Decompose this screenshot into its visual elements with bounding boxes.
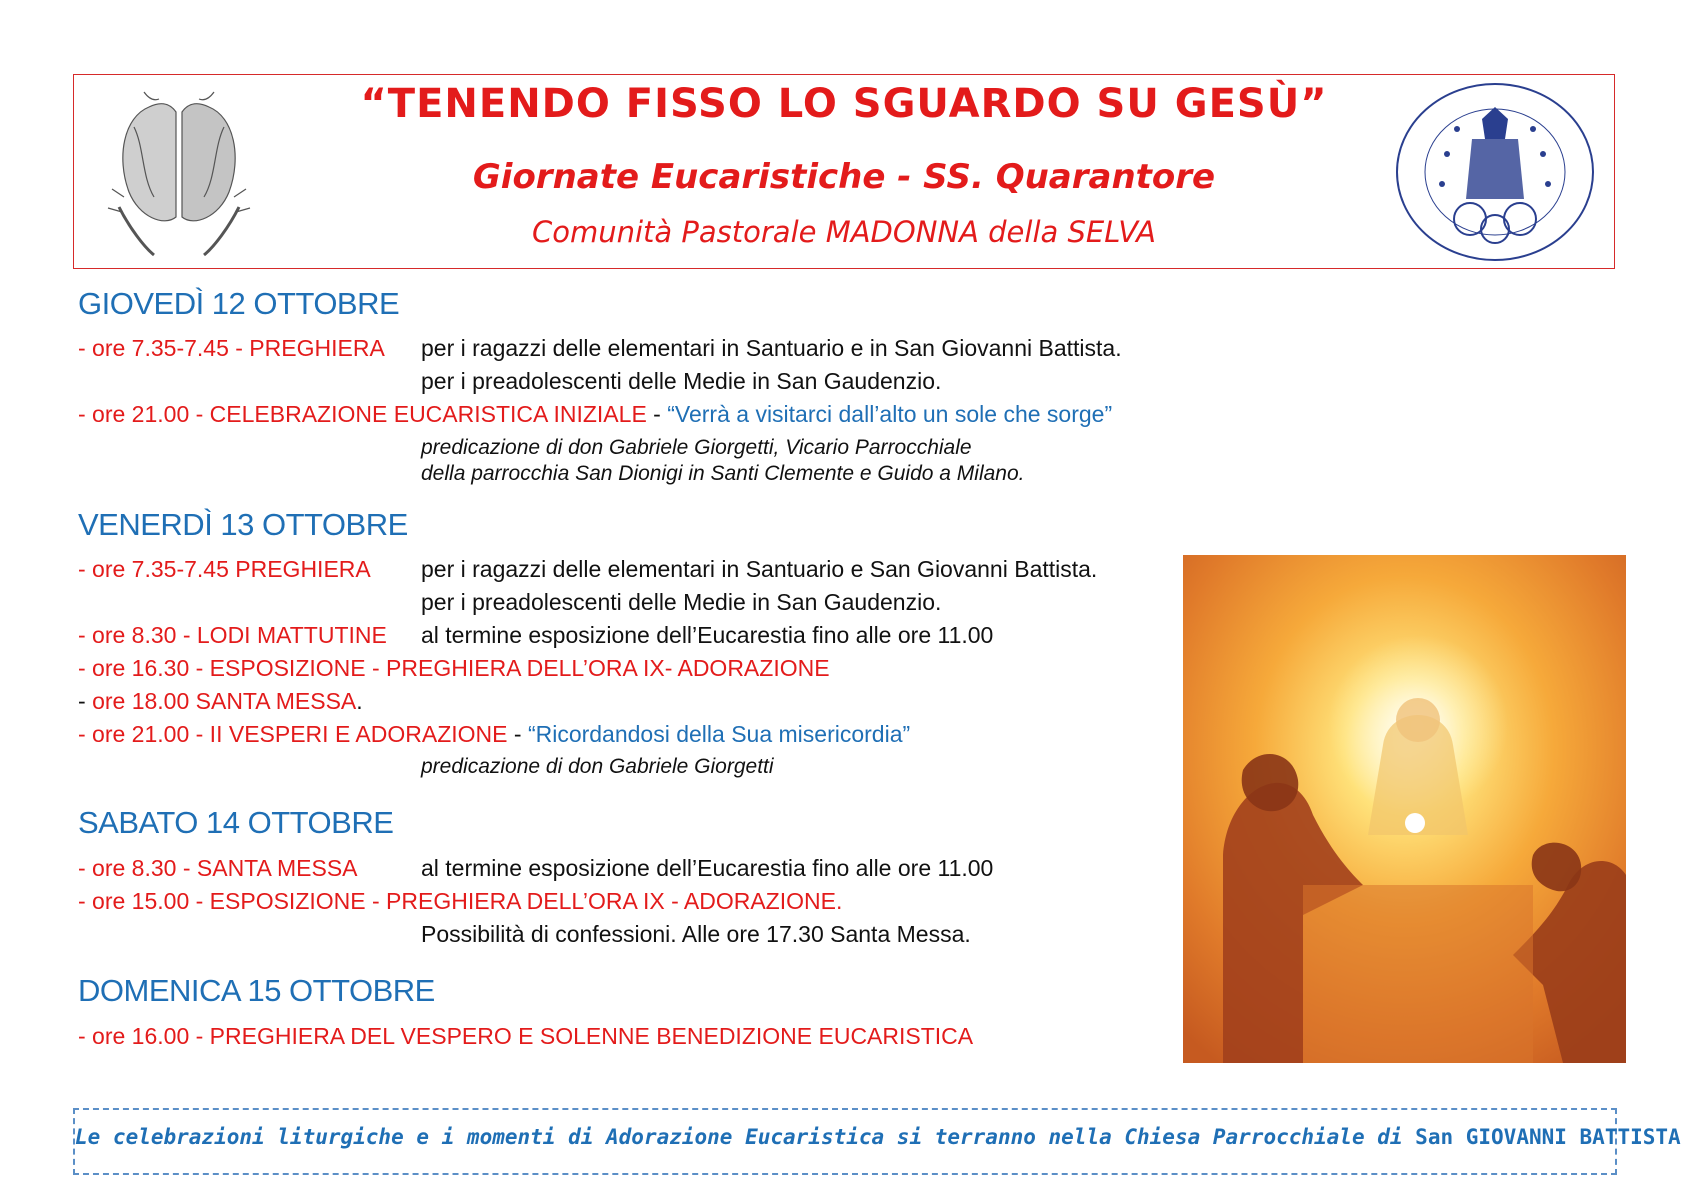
- footer-church-name: San GIOVANNI BATTISTA: [1415, 1125, 1681, 1149]
- day-title-sunday: DOMENICA 15 OTTOBRE: [78, 973, 435, 1008]
- saturday-mass-desc: al termine esposizione dell’Eucarestia fino alle ore 11.00: [421, 855, 994, 881]
- header-banner: [73, 74, 1615, 269]
- friday-prayer-time: - ore 7.35-7.45 PREGHIERA: [78, 556, 371, 582]
- friday-lodi-desc: al termine esposizione dell’Eucarestia fino alle ore 11.00: [421, 622, 994, 648]
- dash: -: [78, 688, 93, 714]
- friday-mass-line: [78, 688, 363, 715]
- thursday-celebration-time: - ore 21.00 - CELEBRAZIONE EUCARISTICA INIZIALE: [78, 401, 647, 427]
- day-title-friday: VENERDÌ 13 OTTOBRE: [78, 507, 408, 542]
- separator: -: [646, 401, 668, 427]
- thursday-prayer-desc: per i ragazzi delle elementari in Santuario e in San Giovanni Battista.: [421, 335, 1122, 361]
- emmaus-painting-image: [1183, 555, 1626, 1063]
- footer-note-box: [73, 1108, 1681, 1175]
- event-subtitle: Giornate Eucaristiche - SS. Quarantore: [472, 157, 1216, 197]
- thursday-celebration-theme: “Verrà a visitarci dall’alto un sole che sorge”: [667, 401, 1113, 427]
- friday-preacher: predicazione di don Gabriele Giorgetti: [421, 755, 774, 778]
- main-title: “TENENDO FISSO LO SGUARDO SU GESÙ”: [360, 81, 1328, 127]
- footer-note-text: Le celebrazioni liturgiche e i momenti di Adorazione Eucaristica si terranno nella Chiesa Parrocchiale di: [75, 1125, 1416, 1149]
- thursday-prayer-desc-2: per i preadolescenti delle Medie in San Gaudenzio.: [421, 368, 942, 394]
- saturday-confessions: Possibilità di confessioni. Alle ore 17.30 Santa Messa.: [421, 921, 971, 947]
- thursday-prayer-time: - ore 7.35-7.45 - PREGHIERA: [78, 335, 385, 361]
- friday-vespers-line: [78, 721, 910, 748]
- period: .: [356, 688, 363, 714]
- friday-vespers-time: - ore 21.00 - II VESPERI E ADORAZIONE: [78, 721, 508, 747]
- parish-seal-logo: [1392, 79, 1598, 265]
- thursday-preacher-parish: della parrocchia San Dionigi in Santi Clemente e Guido a Milano.: [421, 462, 1025, 485]
- thursday-preacher: predicazione di don Gabriele Giorgetti, Vicario Parrocchiale: [421, 436, 972, 459]
- saturday-mass-time: - ore 8.30 - SANTA MESSA: [78, 855, 358, 881]
- friday-mass-time: ore 18.00 SANTA MESSA: [92, 688, 357, 714]
- thursday-celebration-line: [78, 401, 1112, 428]
- community-name: Comunità Pastorale MADONNA della SELVA: [531, 215, 1156, 249]
- sunday-vespers-time: - ore 16.00 - PREGHIERA DEL VESPERO E SOLENNE BENEDIZIONE EUCARISTICA: [78, 1023, 974, 1049]
- friday-adoration-time: - ore 16.30 - ESPOSIZIONE - PREGHIERA DELL’ORA IX- ADORAZIONE: [78, 655, 830, 681]
- separator: -: [507, 721, 528, 747]
- friday-vespers-theme: “Ricordandosi della Sua misericordia”: [527, 721, 911, 747]
- footer-note: [75, 1125, 1681, 1149]
- day-title-thursday: GIOVEDÌ 12 OTTOBRE: [78, 286, 400, 321]
- saturday-adoration-time: - ore 15.00 - ESPOSIZIONE - PREGHIERA DELL’ORA IX - ADORAZIONE.: [78, 888, 843, 914]
- friday-prayer-desc: per i ragazzi delle elementari in Santuario e San Giovanni Battista.: [421, 556, 1098, 582]
- friday-lodi-time: - ore 8.30 - LODI MATTUTINE: [78, 622, 387, 648]
- friday-prayer-desc-2: per i preadolescenti delle Medie in San Gaudenzio.: [421, 589, 942, 615]
- day-title-saturday: SABATO 14 OTTOBRE: [78, 805, 394, 840]
